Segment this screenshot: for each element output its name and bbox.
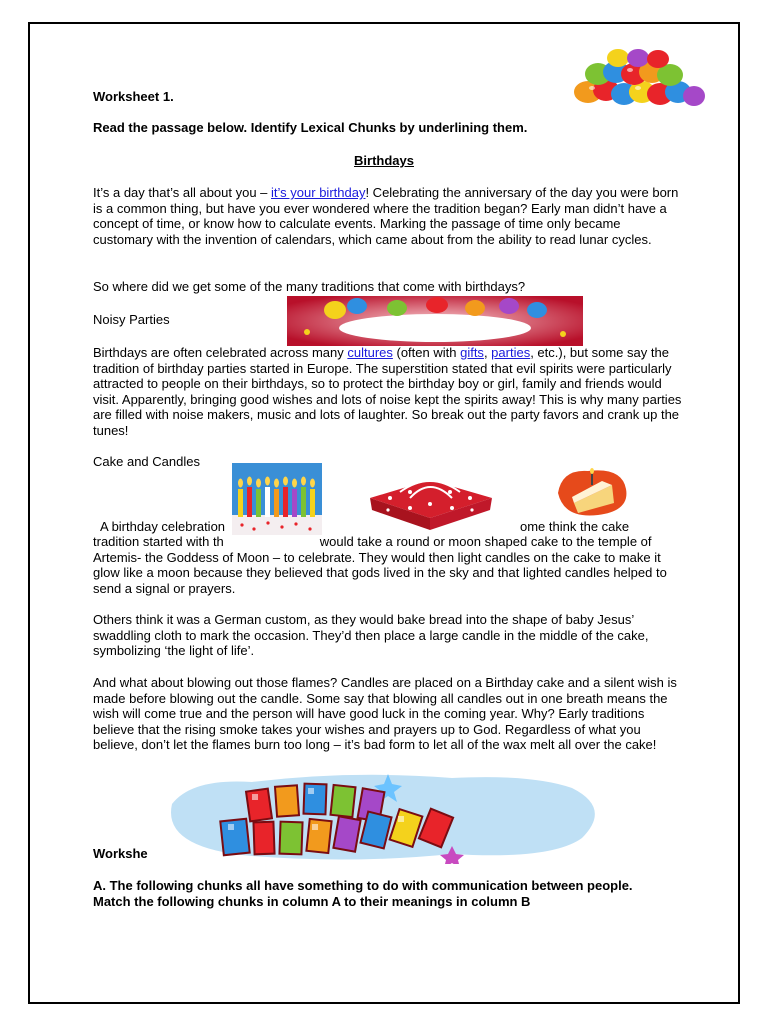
paragraph-5: Others think it was a German custom, as they would bake bread into the shape of baby Jesus’ swaddling cloth to mark the occasion. They’d then place a large candle in the middle of the cake, symbolizing ‘the light of life’.: [93, 612, 649, 659]
happy-birthday-image: [152, 768, 618, 864]
happy-birthday-art-text: Happy Birthday: [152, 768, 159, 769]
worksheet1-title: Worksheet 1.: [93, 89, 174, 104]
link-its-your-birthday[interactable]: it’s your birthday: [271, 185, 366, 200]
link-gifts[interactable]: gifts: [460, 345, 484, 360]
paragraph-4-line1-right: ome think the cake: [520, 519, 630, 534]
paragraph-3: Birthdays are often celebrated across many cultures (often with gifts, parties, etc.), but some say the tradition of birthday parties started in Europe. The superstition stated that evil spirits were particularly attracted to people on their birthdays, so to protect the birthday boy or girl, family and friends would visit. Apparently, bringing good wishes and lots of noise kept the spirits away! This is why many parties are filled with noise makers, music and lots of laughter. So break out the party favors and crank up the tunes!: [93, 345, 682, 438]
worksheet2-title-partial: Workshe: [93, 846, 148, 861]
link-cultures[interactable]: cultures: [347, 345, 393, 360]
paragraph-2: So where did we get some of the many traditions that come with birthdays?: [93, 279, 526, 294]
paragraph-4-line1-left: A birthday celebration: [100, 519, 226, 534]
paragraph-1: It’s a day that’s all about you – it’s your birthday! Celebrating the anniversary of the day you were born is a common thing, but have you ever wondered where the tradition began? Early man didn’t have a concept of time, or know how to calculate events. Marking the passage of time only became customary with the invention of calendars, which came about from the ability to read lunar cycles.: [93, 185, 679, 247]
balloons-image: [568, 48, 708, 110]
paragraph-6: And what about blowing out those flames? Candles are placed on a Birthday cake and a silent wish is made before blowing out the candle. Some say that blowing all candles out in one breath means the wish will come true and the person will have good luck in the coming year. Why? Early traditions believe that the rising smoke takes your wishes and prayers up to God. Regardless of what you believe, don’t let the flames burn too long – it’s bad form to let all of the wax melt all over the cake!: [93, 675, 677, 753]
section-noisy-parties: Noisy Parties: [93, 312, 170, 327]
passage-heading: Birthdays: [354, 153, 414, 168]
link-parties[interactable]: parties: [491, 345, 531, 360]
cake-slice-image: [552, 463, 632, 521]
task-a-instructions: A. The following chunks all have something to do with communication between people. Match the following chunks in column A to their meanings in column B: [93, 878, 633, 909]
gift-box-image: [360, 468, 502, 532]
section-cake-and-candles: Cake and Candles: [93, 454, 200, 469]
candles-image: [232, 463, 322, 535]
instruction: Read the passage below. Identify Lexical Chunks by underlining them.: [93, 120, 528, 135]
party-banner-image: [287, 296, 583, 346]
paragraph-4: tradition started with th would take a round or moon shaped cake to the temple of Artemis- the Goddess of Moon – to celebrate. They would then light candles on the cake to make it glow like a moon because they believed that gods lived in the sky and that lighted candles helped to send a signal or prayers.: [93, 534, 667, 596]
